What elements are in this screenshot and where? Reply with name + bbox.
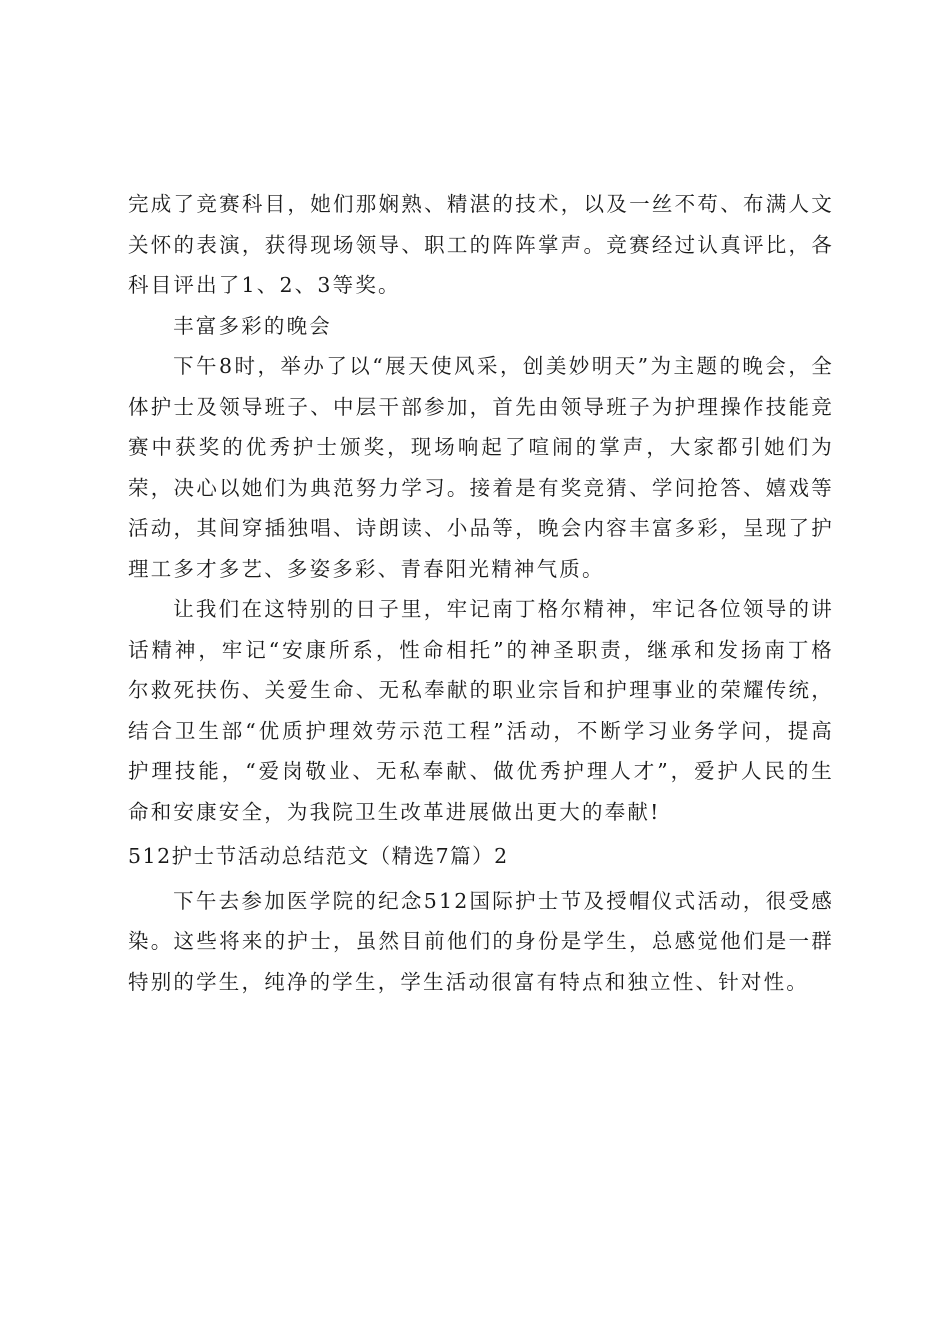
subheading-evening-gala: 丰富多彩的晚会 [173, 313, 332, 338]
section-title-article-2: 512护士节活动总结范文（精选7篇）2 [128, 844, 509, 868]
paragraph-closing-call: 让我们在这特别的日子里，牢记南丁格尔精神，牢记各位领导的讲话精神，牢记“安康所系，性命相托”的神圣职责，继承和发扬南丁格尔救死扶伤、关爱生命、无私奉献的职业宗旨和护理事业的荣耀传统，结合卫生部“优质护理效劳示范工程”活动，不断学习业务学问，提高护理技能，“爱岗敬业、无私奉献、做优秀护理人才”，爱护人民的生命和安康安全，为我院卫生改革进展做出更大的奉献! [128, 597, 834, 824]
document-body [128, 184, 834, 1002]
paragraph-competition-results: 完成了竞赛科目，她们那娴熟、精湛的技术，以及一丝不苟、布满人文关怀的表演，获得现场领导、职工的阵阵掌声。竞赛经过认真评比，各科目评出了1、2、3等奖。 [128, 192, 834, 297]
paragraph-evening-gala: 下午8时，举办了以“展天使风采，创美妙明天”为主题的晚会，全体护士及领导班子、中层干部参加，首先由领导班子为护理操作技能竞赛中获奖的优秀护士颁奖，现场响起了喧闹的掌声，大家都引她们为荣，决心以她们为典范努力学习。接着是有奖竞猜、学问抢答、嬉戏等活动，其间穿插独唱、诗朗读、小品等，晚会内容丰富多彩，呈现了护理工多才多艺、多姿多彩、青春阳光精神气质。 [128, 354, 834, 581]
paragraph-capping-ceremony: 下午去参加医学院的纪念512国际护士节及授帽仪式活动，很受感染。这些将来的护士，虽然目前他们的身份是学生，总感觉他们是一群特别的学生，纯净的学生，学生活动很富有特点和独立性、针对性。 [128, 888, 834, 994]
